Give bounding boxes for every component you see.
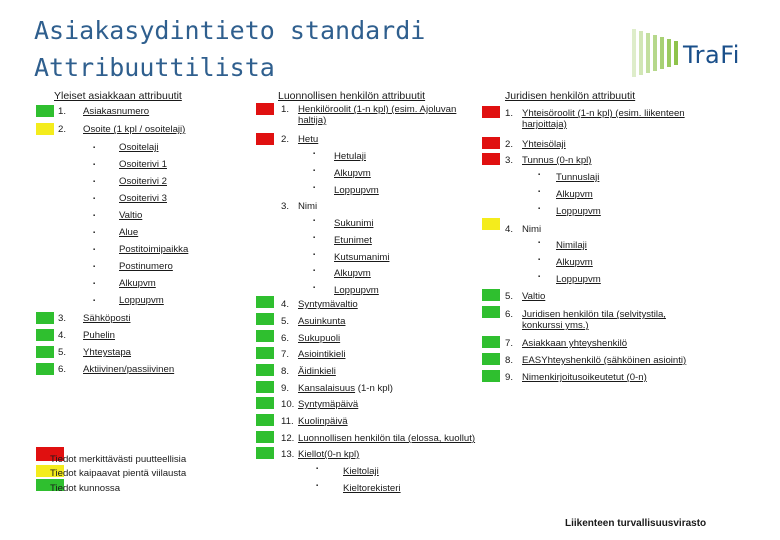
- attribute-nimi: Nimi: [522, 224, 542, 235]
- attribute-juridisen-tila: Juridisen henkilön tila (selvitystila,: [522, 309, 666, 320]
- item-number: 6.: [505, 309, 514, 320]
- status-marker-red: [256, 103, 274, 115]
- attribute-tunnus: Tunnus (0-n kpl): [522, 155, 592, 166]
- attribute-sukupuoli: Sukupuoli: [298, 333, 341, 344]
- item-number: 1.: [505, 108, 514, 119]
- footer-organization: Liikenteen turvallisuusvirasto: [565, 518, 707, 529]
- status-marker-green: [482, 289, 500, 301]
- bullet-icon: ▪: [93, 298, 96, 304]
- item-number: 5.: [58, 347, 67, 358]
- bullet-icon: ▪: [538, 206, 541, 212]
- bullet-icon: ▪: [93, 145, 96, 151]
- bullet-icon: ▪: [316, 483, 319, 489]
- status-marker-green: [36, 312, 54, 324]
- status-marker-green: [36, 363, 54, 375]
- attribute-yhteisoroolit-cont: harjoittaja): [522, 119, 567, 130]
- bullet-icon: ▪: [93, 281, 96, 287]
- status-marker-green: [256, 364, 274, 376]
- bullet-icon: ▪: [538, 257, 541, 263]
- sub-attribute: Hetulaji: [334, 151, 366, 162]
- attribute-easyhteyshenkilo: EASYhteyshenkilö (sähköinen asiointi): [522, 355, 687, 366]
- sub-attribute: Kieltorekisteri: [343, 483, 401, 494]
- sub-attribute: Etunimet: [334, 235, 372, 246]
- status-marker-green: [256, 347, 274, 359]
- sub-attribute: Kutsumanimi: [334, 252, 390, 263]
- column-header-luonnollisen: Luonnollisen henkilön attribuutit: [278, 90, 426, 102]
- attribute-nimenkirjoitus: Nimenkirjoitusoikeutetut (0-n): [522, 372, 647, 383]
- sub-attribute: Sukunimi: [334, 218, 374, 229]
- sub-attribute: Postinumero: [119, 261, 173, 272]
- item-number: 1.: [281, 104, 290, 115]
- status-marker-green: [256, 397, 274, 409]
- bullet-icon: ▪: [93, 196, 96, 202]
- item-number: 9.: [281, 383, 290, 394]
- status-marker-green: [256, 447, 274, 459]
- attribute-asiakasnumero: Asiakasnumero: [83, 106, 150, 117]
- sub-attribute: Alkupvm: [556, 257, 593, 268]
- item-number: 3.: [281, 201, 290, 212]
- status-marker-yellow: [482, 218, 500, 230]
- attribute-henkiloroolit-cont: haltija): [298, 115, 327, 126]
- sub-attribute: Osoiterivi 1: [119, 159, 167, 170]
- item-number: 2.: [281, 134, 290, 145]
- status-marker-green: [256, 296, 274, 308]
- status-marker-green: [36, 329, 54, 341]
- status-marker-green: [256, 330, 274, 342]
- status-marker-green: [36, 105, 54, 117]
- item-number: 6.: [281, 333, 290, 344]
- bullet-icon: ▪: [538, 172, 541, 178]
- sub-attribute: Kieltolaji: [343, 466, 379, 477]
- bullet-icon: ▪: [538, 274, 541, 280]
- bullet-icon: ▪: [93, 264, 96, 270]
- attribute-kansalaisuus-label: Kansalaisuus: [298, 383, 356, 394]
- item-number: 3.: [505, 155, 514, 166]
- page-title-line2: Attribuuttilista: [34, 53, 275, 82]
- status-marker-red: [482, 153, 500, 165]
- item-number: 11.: [281, 416, 294, 427]
- attribute-kansalaisuus-count: (1-n kpl): [355, 383, 393, 394]
- attribute-valtio: Valtio: [522, 291, 546, 302]
- bullet-icon: ▪: [93, 179, 96, 185]
- sub-attribute: Postitoimipaikka: [119, 244, 189, 255]
- bullet-icon: ▪: [316, 466, 319, 472]
- sub-attribute: Loppupvm: [334, 285, 379, 296]
- sub-attribute: Alkupvm: [119, 278, 156, 289]
- bullet-icon: ▪: [93, 230, 96, 236]
- item-number: 7.: [281, 349, 290, 360]
- attribute-aktiivinen: Aktiivinen/passiivinen: [83, 364, 175, 375]
- attribute-kansalaisuus: [298, 383, 393, 394]
- sub-attribute: Osoiterivi 3: [119, 193, 167, 204]
- sub-attribute: Nimilaji: [556, 240, 587, 251]
- attribute-puhelin: Puhelin: [83, 330, 116, 341]
- sub-attribute: Osoiterivi 2: [119, 176, 167, 187]
- bullet-icon: ▪: [538, 240, 541, 246]
- status-marker-green: [256, 431, 274, 443]
- sub-attribute: Loppupvm: [556, 206, 601, 217]
- status-marker-red: [482, 106, 500, 118]
- sub-attribute: Loppupvm: [334, 185, 379, 196]
- bullet-icon: ▪: [313, 218, 316, 224]
- status-marker-green: [256, 381, 274, 393]
- status-marker-red: [256, 133, 274, 145]
- item-number: 5.: [505, 291, 514, 302]
- sub-attribute: Valtio: [119, 210, 143, 221]
- attribute-nimi: Nimi: [298, 201, 318, 212]
- attribute-syntymapaiva: Syntymäpäivä: [298, 399, 359, 410]
- item-number: 12.: [281, 433, 295, 444]
- column-header-yleiset: Yleiset asiakkaan attribuutit: [54, 90, 182, 102]
- bullet-icon: ▪: [313, 151, 316, 157]
- item-number: 8.: [281, 366, 290, 377]
- item-number: 4.: [281, 299, 290, 310]
- bullet-icon: ▪: [313, 285, 316, 291]
- status-marker-green: [256, 313, 274, 325]
- bullet-icon: ▪: [313, 168, 316, 174]
- item-number: 4.: [58, 330, 67, 341]
- item-number: 13.: [281, 449, 295, 460]
- status-marker-green: [256, 414, 274, 426]
- item-number: 9.: [505, 372, 514, 383]
- item-number: 5.: [281, 316, 290, 327]
- page-title-line1: Asiakasydintieto standardi: [34, 16, 426, 45]
- status-marker-green: [482, 370, 500, 382]
- attribute-hetu: Hetu: [298, 134, 319, 145]
- sub-attribute: Alue: [119, 227, 139, 238]
- bullet-icon: ▪: [93, 213, 96, 219]
- status-marker-yellow: [36, 123, 54, 135]
- attribute-sahkoposti: Sähköposti: [83, 313, 131, 324]
- attribute-syntymavaltio: Syntymävaltio: [298, 299, 358, 310]
- item-number: 10.: [281, 399, 295, 410]
- logo-text: TraFi: [683, 41, 740, 69]
- attribute-henkilon-tila: Luonnollisen henkilön tila (elossa, kuollut): [298, 433, 476, 444]
- status-marker-green: [482, 336, 500, 348]
- status-marker-green: [36, 346, 54, 358]
- item-number: 1.: [58, 106, 67, 117]
- attribute-kuolinpaiva: Kuolinpäivä: [298, 416, 348, 427]
- item-number: 7.: [505, 338, 514, 349]
- attribute-yhteystapa: Yhteystapa: [83, 347, 132, 358]
- sub-attribute: Osoitelaji: [119, 142, 159, 153]
- bullet-icon: ▪: [93, 247, 96, 253]
- sub-attribute: Loppupvm: [119, 295, 164, 306]
- bullet-icon: ▪: [93, 162, 96, 168]
- status-marker-green: [482, 353, 500, 365]
- sub-attribute: Tunnuslaji: [556, 172, 600, 183]
- attribute-osoite: Osoite (1 kpl / osoitelaji): [83, 124, 186, 135]
- item-number: 2.: [58, 124, 67, 135]
- attribute-asuinkunta: Asuinkunta: [298, 316, 346, 327]
- item-number: 8.: [505, 355, 514, 366]
- column-header-juridisen: Juridisen henkilön attribuutit: [505, 90, 636, 102]
- status-marker-green: [482, 306, 500, 318]
- sub-attribute: Loppupvm: [556, 274, 601, 285]
- bullet-icon: ▪: [538, 189, 541, 195]
- sub-attribute: Alkupvm: [556, 189, 593, 200]
- item-number: 4.: [505, 224, 514, 235]
- attribute-yhteisoroolit: Yhteisöroolit (1-n kpl) (esim. liikenteen: [522, 108, 685, 119]
- sub-attribute: Alkupvm: [334, 268, 371, 279]
- sub-attribute: Alkupvm: [334, 168, 371, 179]
- attribute-juridisen-tila-cont: konkurssi yms.): [522, 320, 589, 331]
- attribute-kiellot: Kiellot(0-n kpl): [298, 449, 360, 460]
- status-marker-red: [482, 137, 500, 149]
- legend-yellow-label: Tiedot kaipaavat pientä viilausta: [50, 468, 187, 479]
- item-number: 2.: [505, 139, 514, 150]
- legend-red-label: Tiedot merkittävästi puutteellisia: [50, 454, 187, 465]
- attribute-aidinkieli: Äidinkieli: [298, 366, 336, 377]
- bullet-icon: ▪: [313, 185, 316, 191]
- attribute-henkiloroolit: Henkilöroolit (1-n kpl) (esim. Ajoluvan: [298, 104, 457, 115]
- item-number: 3.: [58, 313, 67, 324]
- attribute-asiointikieli: Asiointikieli: [298, 349, 346, 360]
- bullet-icon: ▪: [313, 252, 316, 258]
- item-number: 6.: [58, 364, 67, 375]
- attribute-yhteisolaji: Yhteisölaji: [522, 139, 566, 150]
- bullet-icon: ▪: [313, 268, 316, 274]
- bullet-icon: ▪: [313, 235, 316, 241]
- attribute-yhteyshenkilo: Asiakkaan yhteyshenkilö: [522, 338, 628, 349]
- legend-green-label: Tiedot kunnossa: [50, 483, 121, 494]
